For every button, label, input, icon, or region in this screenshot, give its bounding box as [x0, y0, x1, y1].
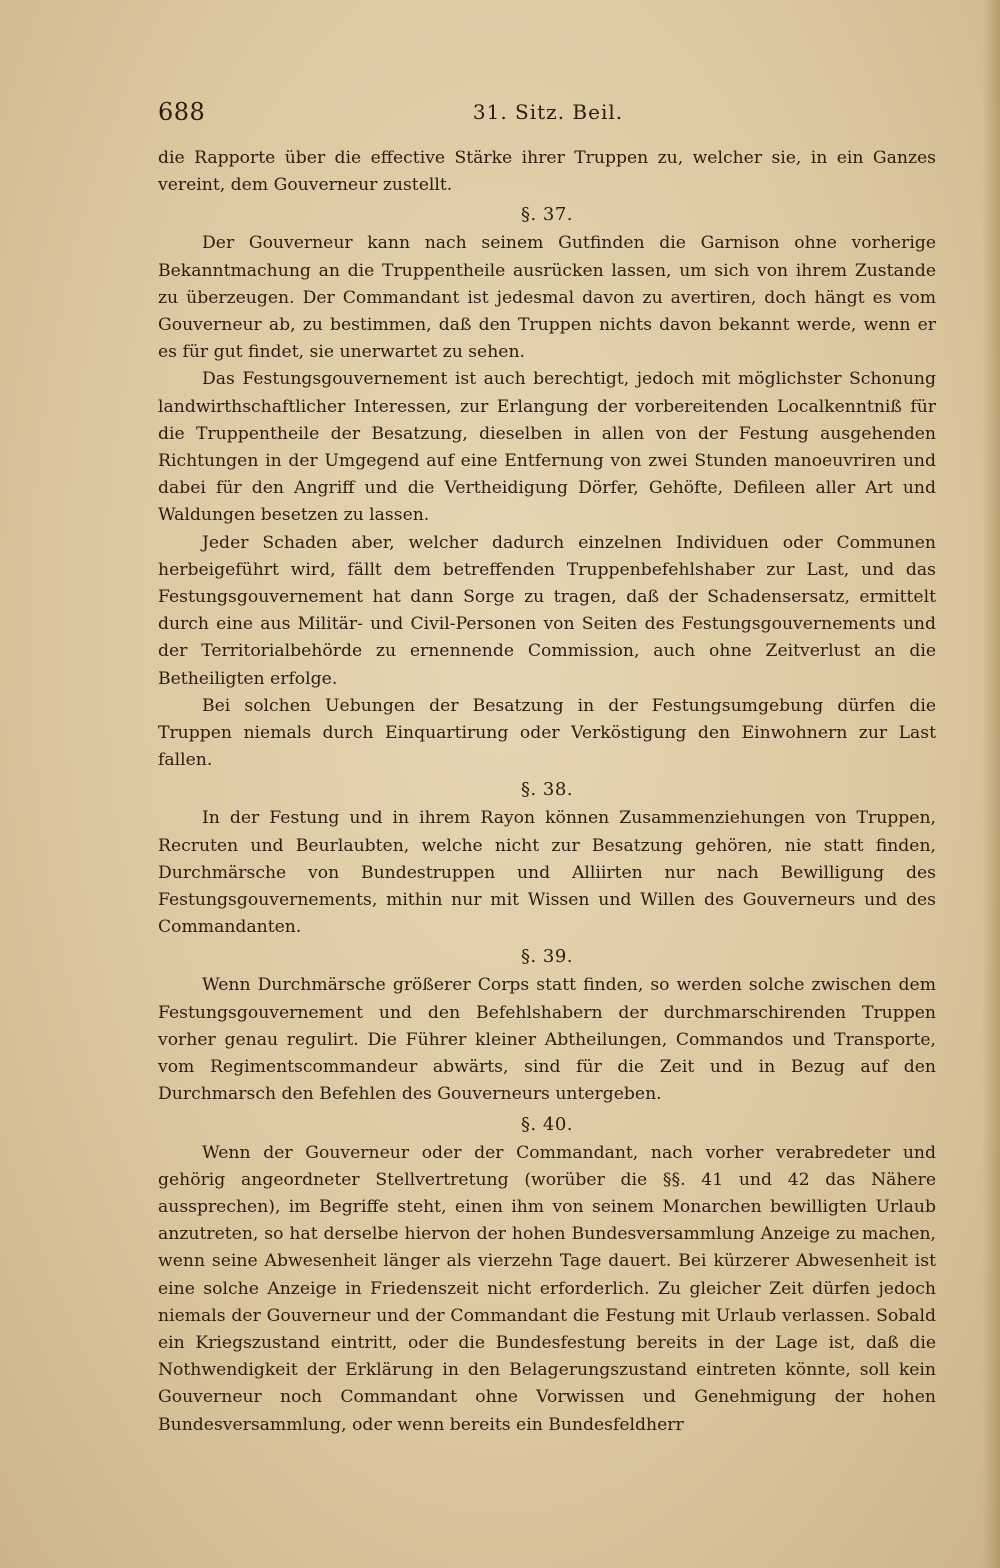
paragraph-38-1: In der Festung und in ihrem Rayon können Zusammenziehungen von Truppen, Recruten und Beurlaubten, welche nicht zur Besatzung gehören, nie statt finden, Durchmärsche von Bundestruppen und Alliirten nur nach Bewilligung des Festungsgouvernements, mithin nur mit Wissen und Willen des Gouverneurs und des Commandanten. [158, 808, 936, 938]
paragraph-37-4: Bei solchen Uebungen der Besatzung in der Festungsumgebung dürfen die Truppen niemals durch Einquartirung oder Verköstigung den Einwohnern zur Last fallen. [158, 695, 936, 771]
section-heading-38: §. 38. [520, 779, 574, 801]
paragraph-37-1: Der Gouverneur kann nach seinem Gutfinden die Garnison ohne vorherige Bekanntmachung an die Truppentheile ausrücken lassen, um sich von ihrem Zustande zu überzeugen. Der Commandant ist jedesmal davon zu avertiren, doch hängt es vom Gouverneur ab, zu bestimmen, daß den Truppen nichts davon bekannt werde, wenn er es für gut findet, sie unerwartet zu sehen. [158, 233, 936, 363]
page-body [158, 145, 936, 1439]
paragraph-continuation: die Rapporte über die effective Stärke ihrer Truppen zu, welcher sie, in ein Ganzes vereint, dem Gouverneur zustellt. [158, 148, 936, 196]
section-heading-39: §. 39. [520, 946, 574, 968]
paragraph-39-1: Wenn Durchmärsche größerer Corps statt finden, so werden solche zwischen dem Festungsgouvernement und den Befehlshabern der durchmarschirenden Truppen vorher genau regulirt. Die Führer kleiner Abtheilungen, Commandos und Transporte, vom Regimentscommandeur abwärts, sind für die Zeit und in Bezug auf den Durchmarsch den Befehlen des Gouverneurs untergeben. [158, 975, 936, 1105]
paragraph-40-1: Wenn der Gouverneur oder der Commandant, nach vorher verabredeter und gehörig angeordneter Stellvertretung (worüber die §§. 41 und 42 das Nähere aussprechen), im Begriffe steht, einen ihm von seinem Monarchen bewilligten Urlaub anzutreten, so hat derselbe hiervon der hohen Bundesversammlung Anzeige zu machen, wenn seine Abwesenheit länger als vierzehn Tage dauert. Bei kürzerer Abwesenheit ist eine solche Anzeige in Friedenszeit nicht erforderlich. Zu gleicher Zeit dürfen jedoch niemals der Gouverneur und der Commandant die Festung mit Urlaub verlassen. Sobald ein Kriegszustand eintritt, oder die Bundesfestung bereits in der Lage ist, daß die Nothwendigkeit der Erklärung in den Belagerungszustand eintreten könnte, soll kein Gouverneur noch Commandant ohne Vorwissen und Genehmigung der hohen Bundesversammlung, oder wenn bereits ein Bundesfeldherr [158, 1142, 936, 1435]
page-number: 688 [158, 98, 206, 126]
running-head: 31. Sitz. Beil. [472, 100, 624, 124]
page-header [158, 98, 938, 138]
paragraph-37-2: Das Festungsgouvernement ist auch berechtigt, jedoch mit möglichster Schonung landwirthschaftlicher Interessen, zur Erlangung der vorbereitenden Localkenntniß für die Truppentheile der Besatzung, dieselben in allen von der Festung ausgehenden Richtungen in der Umgegend auf eine Entfernung von zwei Stunden manoeuvriren und dabei für den Angriff und die Vertheidigung Dörfer, Gehöfte, Defileen aller Art und Waldungen besetzen zu lassen. [158, 369, 936, 526]
section-heading-40: §. 40. [520, 1113, 574, 1135]
page-edge-shadow [982, 0, 1000, 1568]
paragraph-37-3: Jeder Schaden aber, welcher dadurch einzelnen Individuen oder Communen herbeigeführt wird, fällt dem betreffenden Truppenbefehlshaber zur Last, und das Festungsgouvernement hat dann Sorge zu tragen, daß der Schadensersatz, ermittelt durch eine aus Militär- und Civil-Personen von Seiten des Festungsgouvernements und der Territorialbehörde zu ernennende Commission, auch ohne Zeitverlust an die Betheiligten erfolge. [158, 532, 936, 689]
section-heading-37: §. 37. [520, 204, 574, 226]
